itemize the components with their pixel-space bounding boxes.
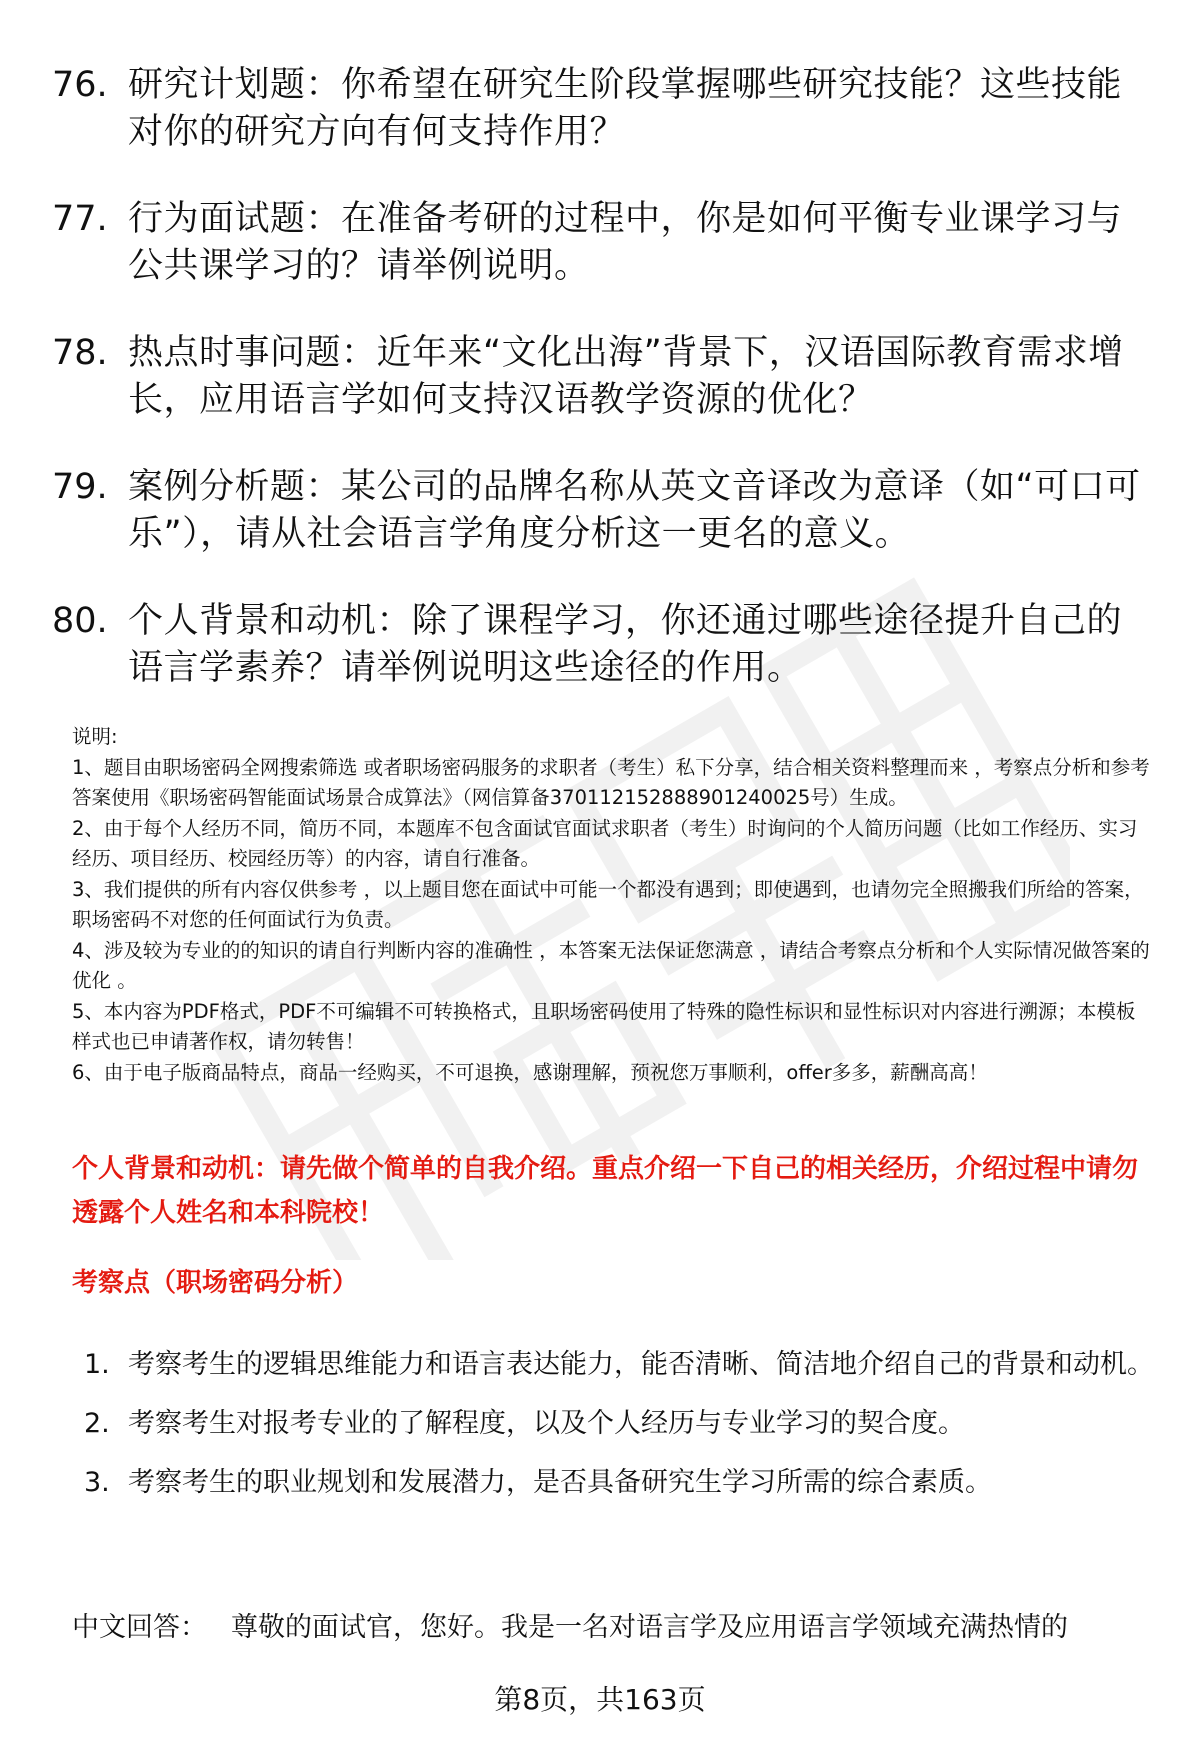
exam-point-number: 3. — [84, 1467, 110, 1498]
answer-text: 尊敬的面试官，您好。我是一名对语言学及应用语言学领域充满热情的 — [231, 1612, 1068, 1643]
note-item: 6、由于电子版商品特点，商品一经购买，不可退换，感谢理解，预祝您万事顺利，offer多多，薪酬高高！ — [72, 1060, 988, 1084]
question-text: 热点时事问题：近年来“文化出海”背景下，汉语国际教育需求增长，应用语言学如何支持汉语教学资源的优化？ — [128, 333, 1124, 420]
exam-point-number: 1. — [84, 1349, 110, 1380]
question-text: 行为面试题：在准备考研的过程中，你是如何平衡专业课学习与公共课学习的？请举例说明。 — [128, 199, 1123, 286]
question-item — [52, 330, 1152, 424]
exam-point-text: 考察考生的职业规划和发展潜力，是否具备研究生学习所需的综合素质。 — [128, 1467, 992, 1498]
section-subtitle: 考察点（职场密码分析） — [72, 1268, 359, 1298]
exam-point-number: 2. — [84, 1408, 110, 1439]
question-item — [52, 62, 1152, 156]
note-item: 5、本内容为PDF格式，PDF不可编辑不可转换格式，且职场密码使用了特殊的隐性标识和显性标识对内容进行溯源；本模板样式也已申请著作权，请勿转售！ — [72, 999, 1136, 1053]
notes-heading: 说明: — [72, 725, 118, 748]
question-number: 76. — [52, 65, 108, 105]
exam-point-item — [84, 1453, 1164, 1512]
notes-section — [72, 722, 1152, 1088]
question-item — [52, 598, 1152, 692]
question-item — [52, 196, 1152, 290]
exam-point-item — [84, 1394, 1164, 1453]
exam-point-text: 考察考生对报考专业的了解程度，以及个人经历与专业学习的契合度。 — [128, 1408, 965, 1439]
note-item: 4、涉及较为专业的的知识的请自行判断内容的准确性 ，本答案无法保证您满意 ，请结合考察点分析和个人实际情况做答案的优化 。 — [72, 938, 1150, 992]
question-text: 个人背景和动机：除了课程学习，你还通过哪些途径提升自己的语言学素养？请举例说明这些途径的作用。 — [128, 601, 1123, 688]
question-number: 79. — [52, 467, 108, 507]
question-number: 78. — [52, 333, 108, 373]
question-text: 案例分析题：某公司的品牌名称从英文音译改为意译（如“可口可乐”），请从社会语言学角度分析这一更名的意义。 — [128, 467, 1141, 554]
note-item: 2、由于每个人经历不同，简历不同，本题库不包含面试官面试求职者（考生）时询问的个人简历问题（比如工作经历、实习经历、项目经历、校园经历等）的内容，请自行准备。 — [72, 816, 1138, 870]
exam-point-item — [84, 1335, 1164, 1394]
answer-paragraph — [72, 1606, 1172, 1650]
question-number: 80. — [52, 601, 108, 641]
note-item: 3、我们提供的所有内容仅供参考 ，以上题目您在面试中可能一个都没有遇到；即使遇到，也请勿完全照搬我们所给的答案，职场密码不对您的任何面试行为负责。 — [72, 877, 1144, 931]
question-number: 77. — [52, 199, 108, 239]
page-footer: 第8页，共163页 — [494, 1683, 706, 1716]
answer-label: 中文回答： — [72, 1612, 207, 1643]
exam-points-list — [84, 1335, 1164, 1512]
section-question-title: 个人背景和动机：请先做个简单的自我介绍。重点介绍一下自己的相关经历，介绍过程中请勿透露个人姓名和本科院校！ — [72, 1154, 1139, 1228]
note-item: 1、题目由职场密码全网搜索筛选 或者职场密码服务的求职者（考生）私下分享，结合相关资料整理而来 ，考察点分析和参考答案使用《职场密码智能面试场景合成算法》（网信算备370112152888901240025号）生成。 — [72, 755, 1150, 809]
question-item — [52, 464, 1152, 558]
question-text: 研究计划题：你希望在研究生阶段掌握哪些研究技能？这些技能对你的研究方向有何支持作用？ — [128, 65, 1123, 152]
question-list — [52, 62, 1152, 732]
exam-point-text: 考察考生的逻辑思维能力和语言表达能力，能否清晰、简洁地介绍自己的背景和动机。 — [128, 1349, 1154, 1380]
